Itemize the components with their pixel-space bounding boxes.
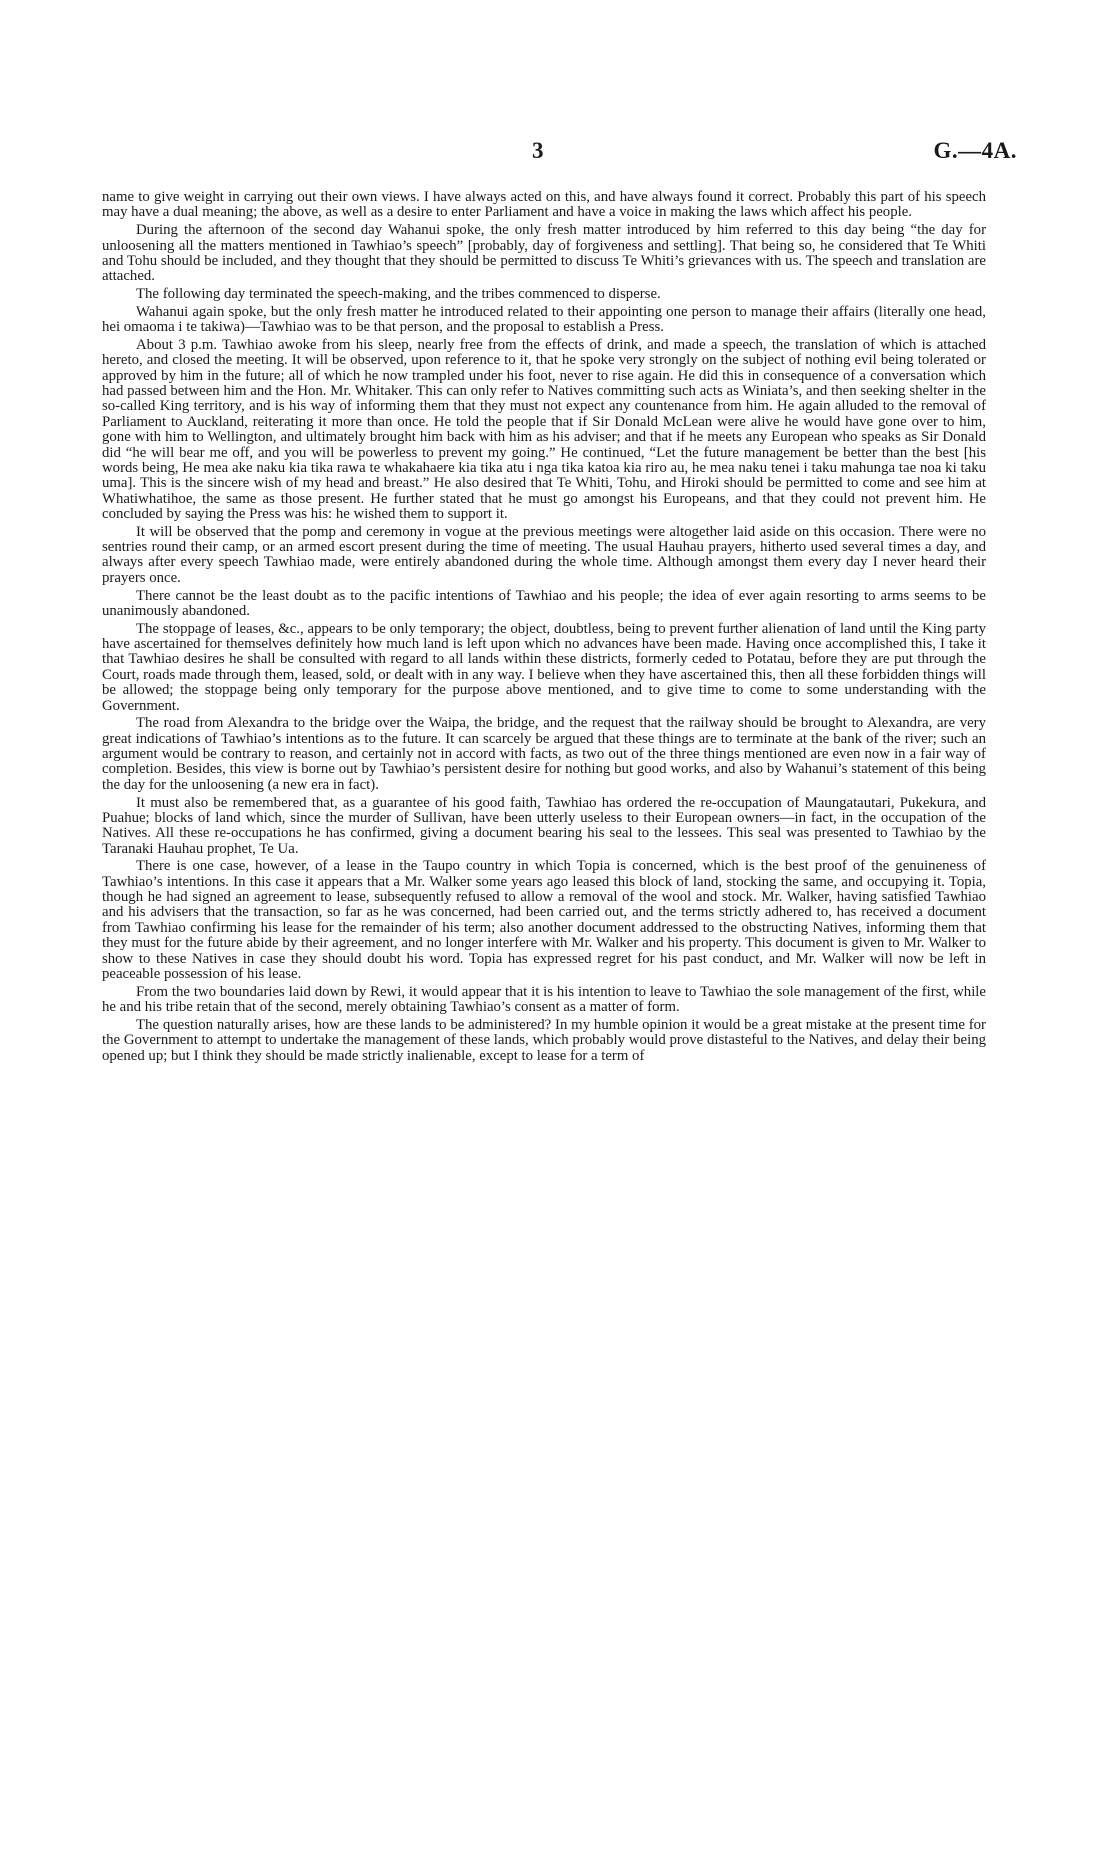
paragraph: About 3 p.m. Tawhiao awoke from his sleep, nearly free from the effects of drink, and made a speech, the translation of which is attached hereto, and closed the meeting. It will be observed, upon reference to it, that he spoke very strongly on the subject of nothing evil being tolerated or approved by him in the future; all of which he now trampled under his foot, never to rise again. He did this in consequence of a conversation which had passed between him and the Hon. Mr. Whitaker. This can only refer to Natives committing such acts as Winiata’s, and then seeking shelter in the so-called King territory, and is his way of informing them that they must not expect any countenance from him. He again alluded to the removal of Parliament to Auckland, reiterating it more than once. He told the people that if Sir Donald McLean were alive he would have gone over to him, gone with him to Wellington, and ultimately brought him back with him as his adviser; and that if he meets any European who speaks as Sir Donald did “he will bear me off, and you will be powerless to prevent my going.” He continued, “Let the future management be better than the best [his words being, He mea ake naku kia tika rawa te whakahaere kia tika atu i nga tika katoa kia riro au, he mea naku tenei i taku mahunga tae noa ki taku uma]. This is the sincere wish of my head and breast.” He also desired that Te Whiti, Tohu, and Hiroki should be permitted to come and see him at Whatiwhatihoe, the same as those present. He further stated that he must go amongst his Europeans, and that they could not prevent him. He concluded by saying the Press was his: he wished them to support it. <box>102 337 986 522</box>
paragraph: There cannot be the least doubt as to the pacific intentions of Tawhiao and his people; the idea of ever again resorting to arms seems to be unanimously abandoned. <box>102 587 986 619</box>
document-reference: G.—4A. <box>933 138 1017 163</box>
paragraph: The question naturally arises, how are these lands to be administered? In my humble opinion it would be a great mistake at the present time for the Government to attempt to undertake the management of these lands, which probably would prove distasteful to the Natives, and delay their being opened up; but I think they should be made strictly inalienable, except to lease for a term of <box>102 1016 986 1064</box>
paragraph: Wahanui again spoke, but the only fresh matter he introduced related to their appointing one person to manage their affairs (literally one head, hei omaoma i te takiwa)—Tawhiao was to be that person, and the proposal to establish a Press. <box>102 303 986 336</box>
paragraph: The stoppage of leases, &c., appears to be only temporary; the object, doubtless, being to prevent further alienation of land until the King party have ascertained for themselves definitely how much land is left upon which no advances have been made. Having once accomplished this, I take it that Tawhiao desires he shall be consulted with regard to all lands within these districts, formerly ceded to Potatau, before they are put through the Court, roads made through them, leased, sold, or dealt with in any way. I believe when they have ascertained this, then all these forbidden things will be allowed; the stoppage being only temporary for the purpose above mentioned, and to give time to come to some understanding with the Government. <box>102 620 986 714</box>
paragraph: It must also be remembered that, as a guarantee of his good faith, Tawhiao has ordered the re-occupation of Maungatautari, Pukekura, and Puahue; blocks of land which, since the murder of Sullivan, have been utterly useless to their European owners—in fact, in the occupation of the Natives. All these re-occupations he has confirmed, giving a document bearing his seal to the lessees. This seal was presented to Tawhiao by the Taranaki Hauhau prophet, Te Ua. <box>102 794 986 857</box>
paragraph: It will be observed that the pomp and ceremony in vogue at the previous meetings were altogether laid aside on this occasion. There were no sentries round their camp, or an armed escort present during the time of meeting. The usual Hauhau prayers, hitherto used several times a day, and always after every speech Tawhiao made, were entirely abandoned during the whole time. Although amongst them every day I never heard their prayers once. <box>102 523 986 586</box>
page-number: 3 <box>532 138 544 163</box>
paragraph: The following day terminated the speech-making, and the tribes commenced to disperse. <box>136 286 661 303</box>
paragraph: name to give weight in carrying out their own views. I have always acted on this, and have always found it correct. Probably this part of his speech may have a dual meaning; the above, as well as a desire to enter Parliament and have a voice in making the laws which affect his people. <box>102 189 986 221</box>
paragraph: During the afternoon of the second day Wahanui spoke, the only fresh matter introduced by him referred to this day being “the day for unloosening all the matters mentioned in Tawhiao’s speech” [probably, day of forgiveness and settling]. That being so, he considered that Te Whiti and Tohu should be included, and they thought that they should be permitted to discuss Te Whiti’s grievances with us. The speech and translation are attached. <box>102 222 986 285</box>
paragraph: The road from Alexandra to the bridge over the Waipa, the bridge, and the request that the railway should be brought to Alexandra, are very great indications of Tawhiao’s intentions as to the future. It can scarcely be argued that these things are to terminate at the bank of the river; such an argument would be contrary to reason, and certainly not in accord with facts, as two out of the three things mentioned are even now in a fair way of completion. Besides, this view is borne out by Tawhiao’s persistent desire for nothing but good works, and also by Wahanui’s statement of this being the day for the unloosening (a new era in fact). <box>102 715 986 793</box>
paragraph: There is one case, however, of a lease in the Taupo country in which Topia is concerned, which is the best proof of the genuineness of Tawhiao’s intentions. In this case it appears that a Mr. Walker some years ago leased this block of land, stocking the same, and occupying it. Topia, though he had signed an agreement to lease, subsequently refused to allow a removal of the wool and stock. Mr. Walker, having satisfied Tawhiao and his advisers that the transaction, so far as he was concerned, had been carried out, and the terms strictly adhered to, has received a document from Tawhiao confirming his lease for the remainder of his term; also another document addressed to the obstructing Natives, informing them that they must for the future abide by their agreement, and no longer interfere with Mr. Walker and his property. This document is given to Mr. Walker to show to these Natives in case they should doubt his word. Topia has expressed regret for his past conduct, and Mr. Walker will now be left in peaceable possession of his lease. <box>102 858 986 982</box>
paragraph: From the two boundaries laid down by Rewi, it would appear that it is his intention to leave to Tawhiao the sole management of the first, while he and his tribe retain that of the second, merely obtaining Tawhiao’s consent as a matter of form. <box>102 983 986 1016</box>
body-text <box>102 190 986 1066</box>
